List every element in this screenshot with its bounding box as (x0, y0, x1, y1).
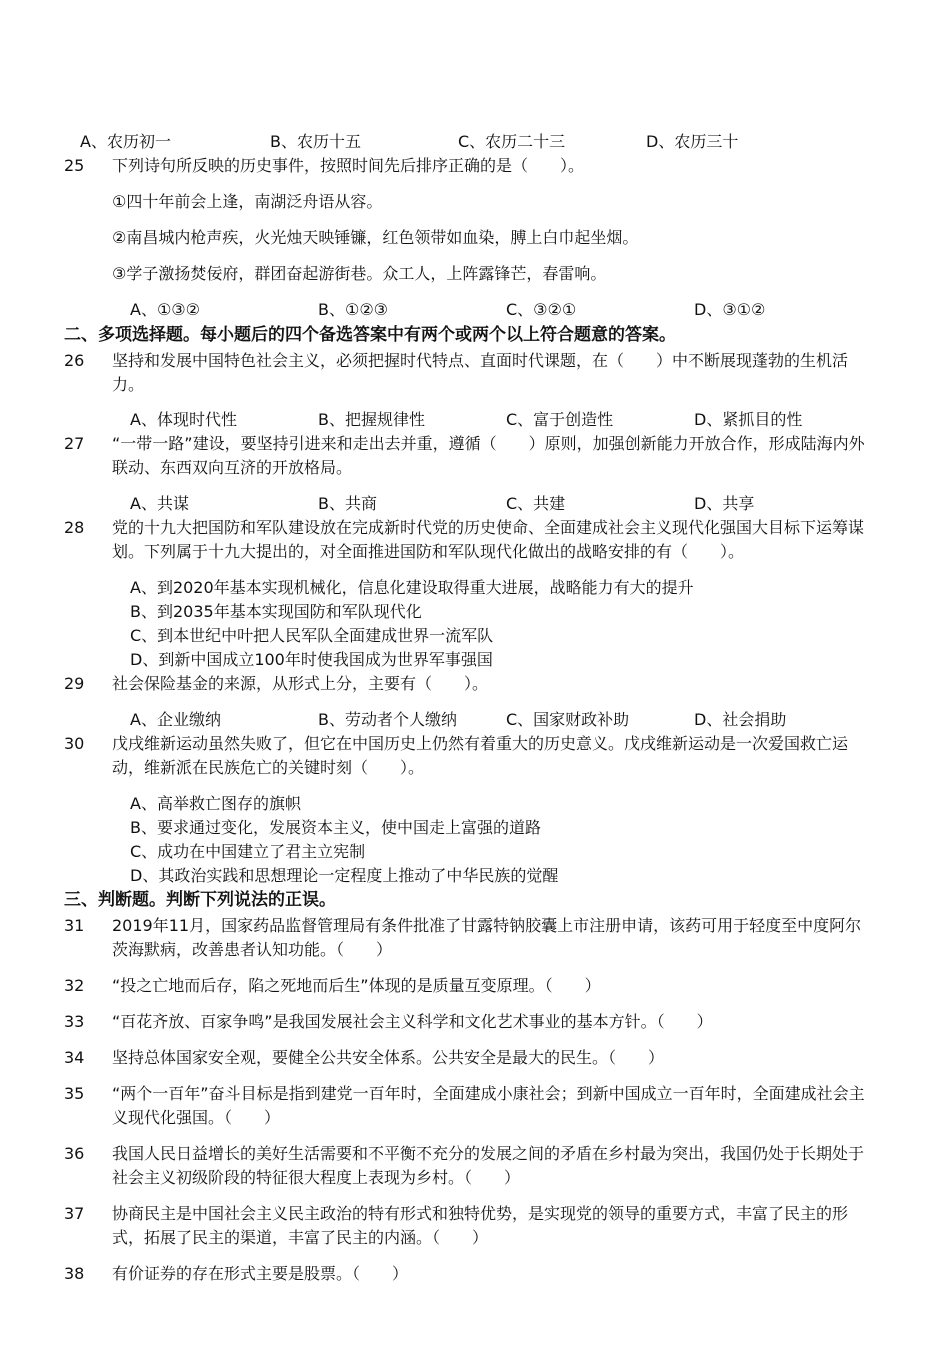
q27-option-c: C、共建 (506, 494, 566, 513)
question-text: 坚持和发展中国特色社会主义，必须把握时代特点、直面时代课题，在（ ）中不断展现蓬勃的生机活力。 (112, 351, 849, 394)
question-text: 戊戌维新运动虽然失败了，但它在中国历史上仍然有着重大的历史意义。戊戌维新运动是一次爱国救亡运动，维新派在民族危亡的关键时刻（ ）。 (112, 734, 849, 777)
question-number: 35 (64, 1084, 85, 1103)
question-number: 33 (64, 1012, 85, 1031)
q27-option-b: B、共商 (318, 494, 377, 513)
question-text: “两个一百年”奋斗目标是指到建党一百年时，全面建成小康社会；到新中国成立一百年时，全面建成社会主义现代化强国。（ ） (112, 1084, 865, 1127)
question-number: 31 (64, 916, 85, 935)
q29-option-c: C、国家财政补助 (506, 710, 630, 729)
section-heading-multiple-choice: 二、多项选择题。每小题后的四个备选答案中有两个或两个以上符合题意的答案。 (64, 325, 676, 345)
question-text: 2019年11月，国家药品监督管理局有条件批准了甘露特钠胶囊上市注册申请，该药可用于轻度至中度阿尔茨海默病，改善患者认知功能。（ ） (112, 916, 862, 959)
poem-line-3: ③学子激扬焚佞府，群团奋起游街巷。众工人，上阵露锋芒，春雷响。 (112, 264, 607, 283)
question-number: 37 (64, 1204, 85, 1223)
question-text: 党的十九大把国防和军队建设放在完成新时代党的历史使命、全面建成社会主义现代化强国大目标下运筹谋划。下列属于十九大提出的，对全面推进国防和军队现代化做出的战略安排的有（ ）。 (112, 518, 865, 561)
question-number: 30 (64, 734, 85, 753)
q28-option-b: B、到2035年基本实现国防和军队现代化 (130, 602, 422, 621)
question-text: 有价证券的存在形式主要是股票。（ ） (112, 1264, 409, 1283)
q25-option-a: A、①③② (130, 300, 200, 319)
question-number: 25 (64, 156, 85, 175)
q27-option-a: A、共谋 (130, 494, 189, 513)
q25-option-b: B、①②③ (318, 300, 389, 319)
question-text: 我国人民日益增长的美好生活需要和不平衡不充分的发展之间的矛盾在乡村最为突出，我国仍处于长期处于社会主义初级阶段的特征很大程度上表现为乡村。（ ） (112, 1144, 865, 1187)
q28-option-c: C、到本世纪中叶把人民军队全面建成世界一流军队 (130, 626, 494, 645)
question-number: 36 (64, 1144, 85, 1163)
q26-option-a: A、体现时代性 (130, 410, 237, 429)
q26-option-d: D、紧抓目的性 (694, 410, 803, 429)
question-text: 下列诗句所反映的历史事件，按照时间先后排序正确的是（ ）。 (112, 156, 585, 175)
question-text: “一带一路”建设，要坚持引进来和走出去并重，遵循（ ）原则，加强创新能力开放合作，形成陆海内外联动、东西双向互济的开放格局。 (112, 434, 865, 477)
q26-option-b: B、把握规律性 (318, 410, 425, 429)
q24-option-a: A、农历初一 (80, 132, 171, 151)
q27-option-d: D、共享 (694, 494, 755, 513)
question-text: 坚持总体国家安全观，要健全公共安全体系。公共安全是最大的民生。（ ） (112, 1048, 665, 1067)
q29-option-a: A、企业缴纳 (130, 710, 221, 729)
question-text: “投之亡地而后存，陷之死地而后生”体现的是质量互变原理。（ ） (112, 976, 601, 995)
question-number: 28 (64, 518, 85, 537)
q26-option-c: C、富于创造性 (506, 410, 614, 429)
q24-option-d: D、农历三十 (646, 132, 739, 151)
question-text: 协商民主是中国社会主义民主政治的特有形式和独特优势，是实现党的领导的重要方式，丰富了民主的形式，拓展了民主的渠道，丰富了民主的内涵。（ ） (112, 1204, 849, 1247)
question-number: 27 (64, 434, 85, 453)
q30-option-d: D、其政治实践和思想理论一定程度上推动了中华民族的觉醒 (130, 866, 559, 885)
q29-option-d: D、社会捐助 (694, 710, 787, 729)
q29-option-b: B、劳动者个人缴纳 (318, 710, 457, 729)
q25-option-d: D、③①② (694, 300, 766, 319)
q25-option-c: C、③②① (506, 300, 577, 319)
question-number: 34 (64, 1048, 85, 1067)
question-number: 32 (64, 976, 85, 995)
question-number: 38 (64, 1264, 85, 1283)
poem-line-2: ②南昌城内枪声疾，火光烛天映锤镰，红色领带如血染，膊上白巾起坐烟。 (112, 228, 639, 247)
q30-option-a: A、高举救亡图存的旗帜 (130, 794, 301, 813)
question-text: “百花齐放、百家争鸣”是我国发展社会主义科学和文化艺术事业的基本方针。（ ） (112, 1012, 713, 1031)
poem-line-1: ①四十年前会上逢，南湖泛舟语从容。 (112, 192, 383, 211)
q28-option-a: A、到2020年基本实现机械化，信息化建设取得重大进展，战略能力有大的提升 (130, 578, 694, 597)
section-heading-true-false: 三、判断题。判断下列说法的正误。 (64, 890, 336, 910)
question-text: 社会保险基金的来源，从形式上分，主要有（ ）。 (112, 674, 489, 693)
q30-option-b: B、要求通过变化，发展资本主义，使中国走上富强的道路 (130, 818, 541, 837)
question-number: 29 (64, 674, 85, 693)
q24-option-b: B、农历十五 (270, 132, 361, 151)
q30-option-c: C、成功在中国建立了君主立宪制 (130, 842, 366, 861)
question-number: 26 (64, 351, 85, 370)
q24-option-c: C、农历二十三 (458, 132, 566, 151)
q28-option-d: D、到新中国成立100年时使我国成为世界军事强国 (130, 650, 493, 669)
